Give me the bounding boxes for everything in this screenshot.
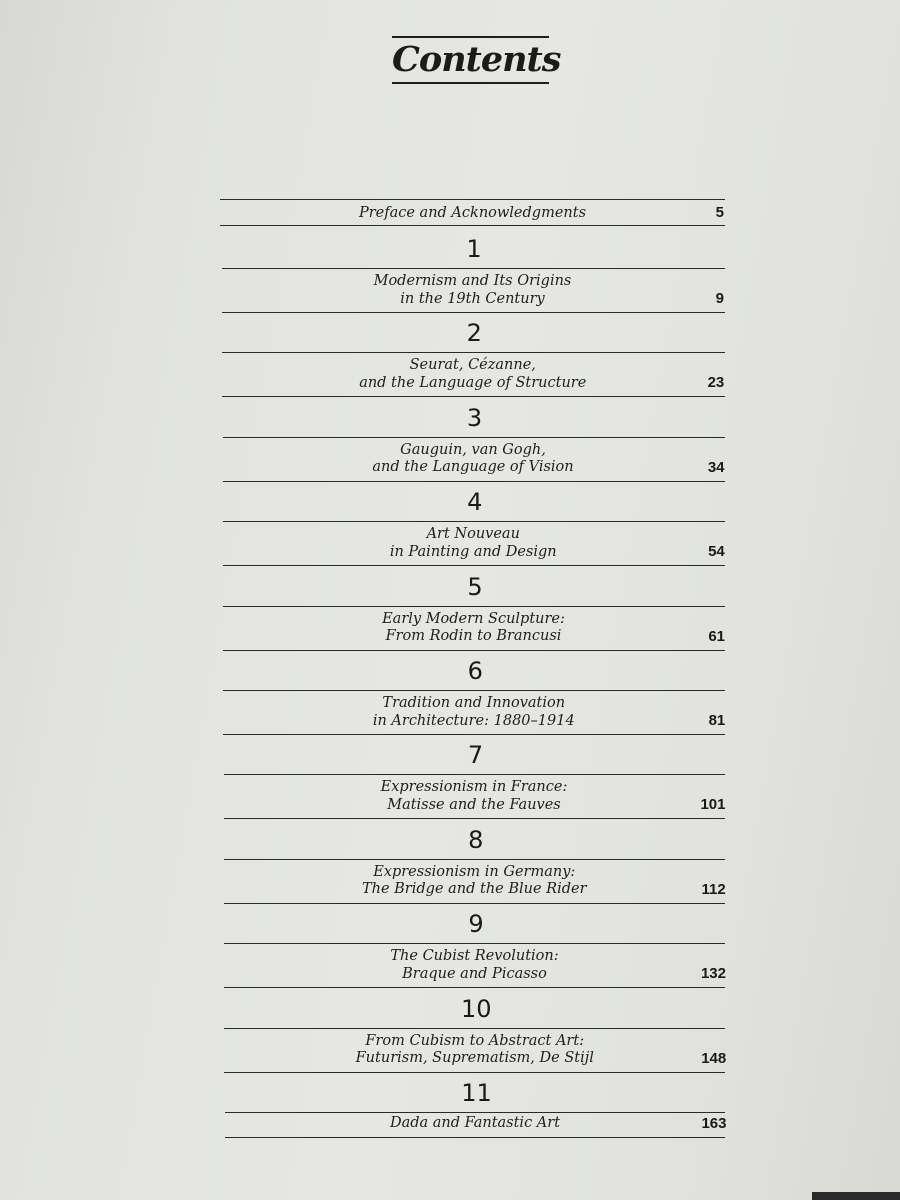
chapter-page-number: 112 bbox=[701, 880, 726, 898]
chapter-number: 2 bbox=[466, 319, 482, 348]
chapter-title-line: Futurism, Suprematism, De Stijl bbox=[355, 1050, 594, 1067]
chapter-page-number: 81 bbox=[708, 712, 726, 729]
chapter-title-line: Seurat, Cézanne, bbox=[409, 357, 536, 374]
chapter-number: 11 bbox=[461, 1079, 492, 1107]
entry-rule bbox=[223, 565, 725, 566]
chapter-title-line: Gauguin, van Gogh, bbox=[400, 441, 546, 458]
chapter-title-line: From Cubism to Abstract Art: bbox=[365, 1032, 585, 1049]
chapter-title-line: Art Nouveau bbox=[426, 526, 520, 543]
chapter-title-line: in the 19th Century bbox=[400, 290, 545, 307]
chapter-title-line: and the Language of Vision bbox=[372, 459, 574, 476]
entry-rule bbox=[224, 1028, 725, 1029]
entry-rule bbox=[223, 481, 726, 482]
entry-rule bbox=[220, 199, 725, 200]
entry-rule bbox=[224, 903, 725, 904]
page-title: Contents bbox=[392, 39, 561, 80]
entry-rule bbox=[223, 690, 725, 691]
entry-rule bbox=[224, 774, 726, 775]
chapter-title-line: Dada and Fantastic Art bbox=[389, 1115, 561, 1131]
chapter-page-number: 101 bbox=[700, 796, 726, 814]
chapter-number: 8 bbox=[468, 825, 484, 854]
chapter-title-line: Matisse and the Fauves bbox=[387, 796, 561, 813]
chapter-title-line: Modernism and Its Origins bbox=[373, 273, 572, 289]
chapter-page-number: 34 bbox=[707, 458, 725, 476]
entry-rule bbox=[223, 606, 725, 607]
entry-rule bbox=[223, 650, 725, 651]
chapter-number: 6 bbox=[467, 657, 483, 685]
entry-rule bbox=[220, 225, 725, 226]
entry-rule bbox=[223, 437, 726, 438]
chapter-title-line: From Rodin to Brancusi bbox=[385, 628, 562, 645]
preface-page-number: 5 bbox=[715, 204, 724, 221]
entry-rule bbox=[223, 521, 725, 522]
chapter-title-line: Tradition and Innovation bbox=[382, 695, 566, 711]
chapter-page-number: 54 bbox=[708, 543, 725, 561]
entry-rule bbox=[224, 818, 726, 819]
preface-title: Preface and Acknowledgments bbox=[358, 205, 587, 221]
heading-bottom-rule bbox=[392, 82, 549, 84]
entry-rule bbox=[225, 1137, 726, 1138]
chapter-title-line: Expressionism in Germany: bbox=[373, 863, 576, 880]
entry-rule bbox=[222, 352, 725, 353]
chapter-title-line: Expressionism in France: bbox=[380, 779, 568, 796]
chapter-number: 10 bbox=[460, 994, 492, 1023]
chapter-page-number: 148 bbox=[701, 1049, 727, 1067]
chapter-number: 9 bbox=[468, 910, 484, 939]
chapter-page-number: 163 bbox=[701, 1115, 727, 1132]
chapter-number: 5 bbox=[467, 572, 483, 601]
chapter-title-line: in Architecture: 1880–1914 bbox=[372, 712, 575, 729]
chapter-title-line: and the Language of Structure bbox=[359, 374, 587, 391]
corner-mark bbox=[812, 1192, 900, 1200]
chapter-title-line: Braque and Picasso bbox=[402, 965, 547, 982]
chapter-number: 4 bbox=[467, 488, 483, 517]
chapter-page-number: 132 bbox=[700, 965, 726, 983]
chapter-page-number: 61 bbox=[708, 627, 725, 645]
chapter-number: 3 bbox=[466, 403, 483, 432]
chapter-title-line: The Cubist Revolution: bbox=[390, 948, 559, 965]
chapter-number: 7 bbox=[467, 741, 484, 770]
chapter-title-line: The Bridge and the Blue Rider bbox=[361, 881, 587, 898]
entry-rule bbox=[224, 987, 725, 988]
chapter-title-line: in Painting and Design bbox=[389, 543, 557, 560]
entry-rule bbox=[224, 1072, 725, 1073]
entry-rule bbox=[225, 1112, 726, 1113]
chapter-number: 1 bbox=[466, 235, 482, 263]
entry-rule bbox=[224, 943, 725, 944]
chapter-title-line: Early Modern Sculpture: bbox=[382, 610, 565, 627]
entry-rule bbox=[222, 268, 725, 269]
contents-heading bbox=[392, 36, 561, 84]
entry-rule bbox=[222, 312, 725, 313]
entry-rule bbox=[224, 859, 725, 860]
entry-rule bbox=[222, 396, 725, 397]
chapter-page-number: 9 bbox=[715, 290, 724, 307]
chapter-page-number: 23 bbox=[707, 374, 725, 392]
entry-rule bbox=[223, 734, 725, 735]
